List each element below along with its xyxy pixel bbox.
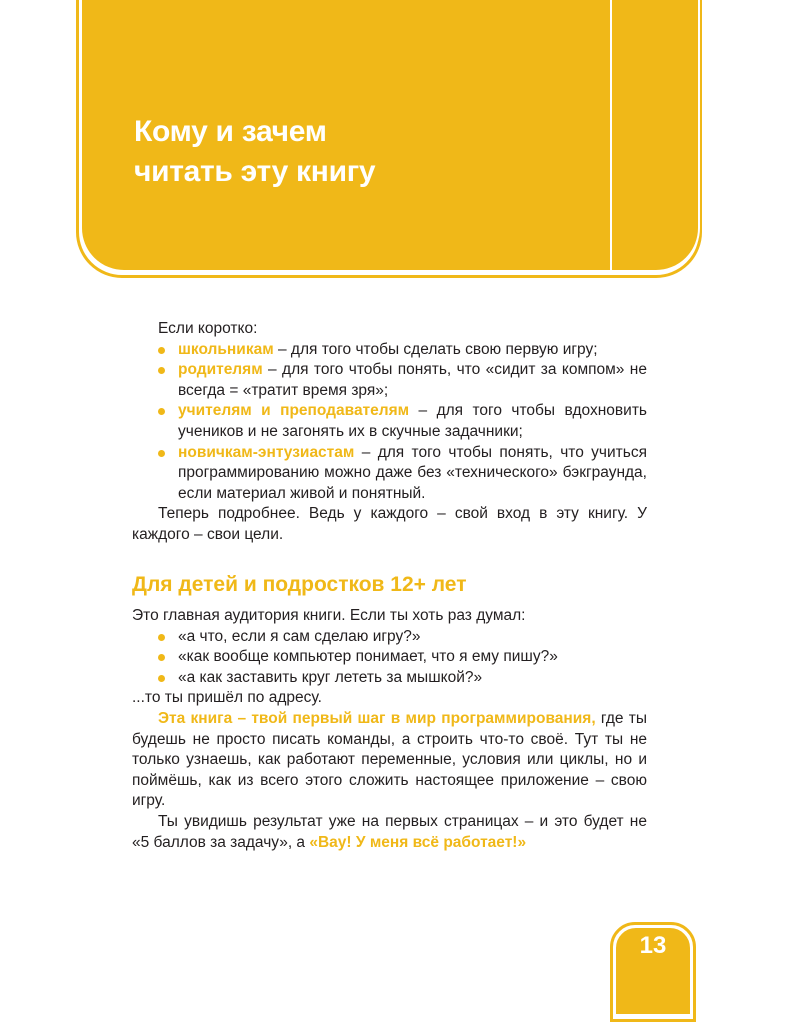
bullet-dot [158, 634, 165, 641]
question-text: «а что, если я сам сделаю игру?» [178, 627, 421, 645]
bullet-dot [158, 654, 165, 661]
question-item [132, 627, 647, 648]
audience-list [132, 340, 647, 505]
section-body [132, 606, 647, 853]
question-text: «а как заставить круг лететь за мышкой?» [178, 668, 483, 686]
section-lead: Это главная аудитория книги. Если ты хоть раз думал: [132, 607, 526, 624]
intro-block [132, 319, 647, 546]
audience-item [132, 360, 647, 401]
audience-desc: – для того чтобы понять, что учиться программированию можно даже без «технического» бэкграунда, если материал живой и понятный. [178, 443, 647, 502]
section-after: ...то ты пришёл по адресу. [132, 689, 322, 707]
key-phrase: «Вау! У меня всё работает!» [309, 833, 527, 851]
audience-desc: – для того чтобы сделать свою первую игру; [273, 340, 598, 358]
audience-desc: – для того чтобы понять, что «сидит за компом» не всегда = «тратит время зря»; [178, 361, 647, 399]
bullet-dot [158, 675, 165, 682]
section-heading: Для детей и подростков 12+ лет [132, 573, 467, 596]
key-phrase: Эта книга – твой первый шаг в мир программирования, [158, 709, 596, 727]
audience-term: учителям и преподавателям [178, 402, 410, 420]
question-list [132, 627, 647, 689]
section-paragraph-1 [132, 709, 647, 812]
bullet-dot [158, 408, 165, 415]
intro-closing: Теперь подробнее. Ведь у каждого – свой вход в эту книгу. У каждого – свои цели. [132, 505, 647, 543]
audience-term: школьникам [178, 340, 274, 358]
bullet-dot [158, 367, 165, 374]
audience-item [132, 443, 647, 505]
section-paragraph-2 [132, 812, 647, 853]
paragraph-text: где ты будешь не просто писать команды, а строить что-то своё. Тут ты не только узнаешь, как работают переменные, условия или циклы, но и поймёшь, как из всего этого сложить настоящее приложение – свою игру. [132, 709, 647, 810]
page-number: 13 [639, 932, 667, 959]
question-item [132, 668, 647, 689]
audience-desc: – для того чтобы вдохновить учеников и не загонять их в скучные задачники; [178, 402, 647, 440]
intro-lead: Если коротко: [158, 320, 258, 337]
audience-item [132, 340, 647, 361]
audience-term: новичкам-энтузиастам [178, 443, 355, 461]
audience-term: родителям [178, 361, 263, 379]
chapter-title [134, 112, 375, 192]
question-item [132, 647, 647, 668]
banner-divider [610, 0, 612, 272]
audience-item [132, 401, 647, 442]
chapter-title-line-2: читать эту книгу [134, 155, 376, 188]
bullet-dot [158, 347, 165, 354]
paragraph-text: Ты увидишь результат уже на первых страницах – и это будет не «5 баллов за задачу», а [132, 812, 647, 851]
chapter-title-line-1: Кому и зачем [134, 115, 327, 148]
question-text: «как вообще компьютер понимает, что я ему пишу?» [178, 648, 558, 666]
bullet-dot [158, 450, 165, 457]
